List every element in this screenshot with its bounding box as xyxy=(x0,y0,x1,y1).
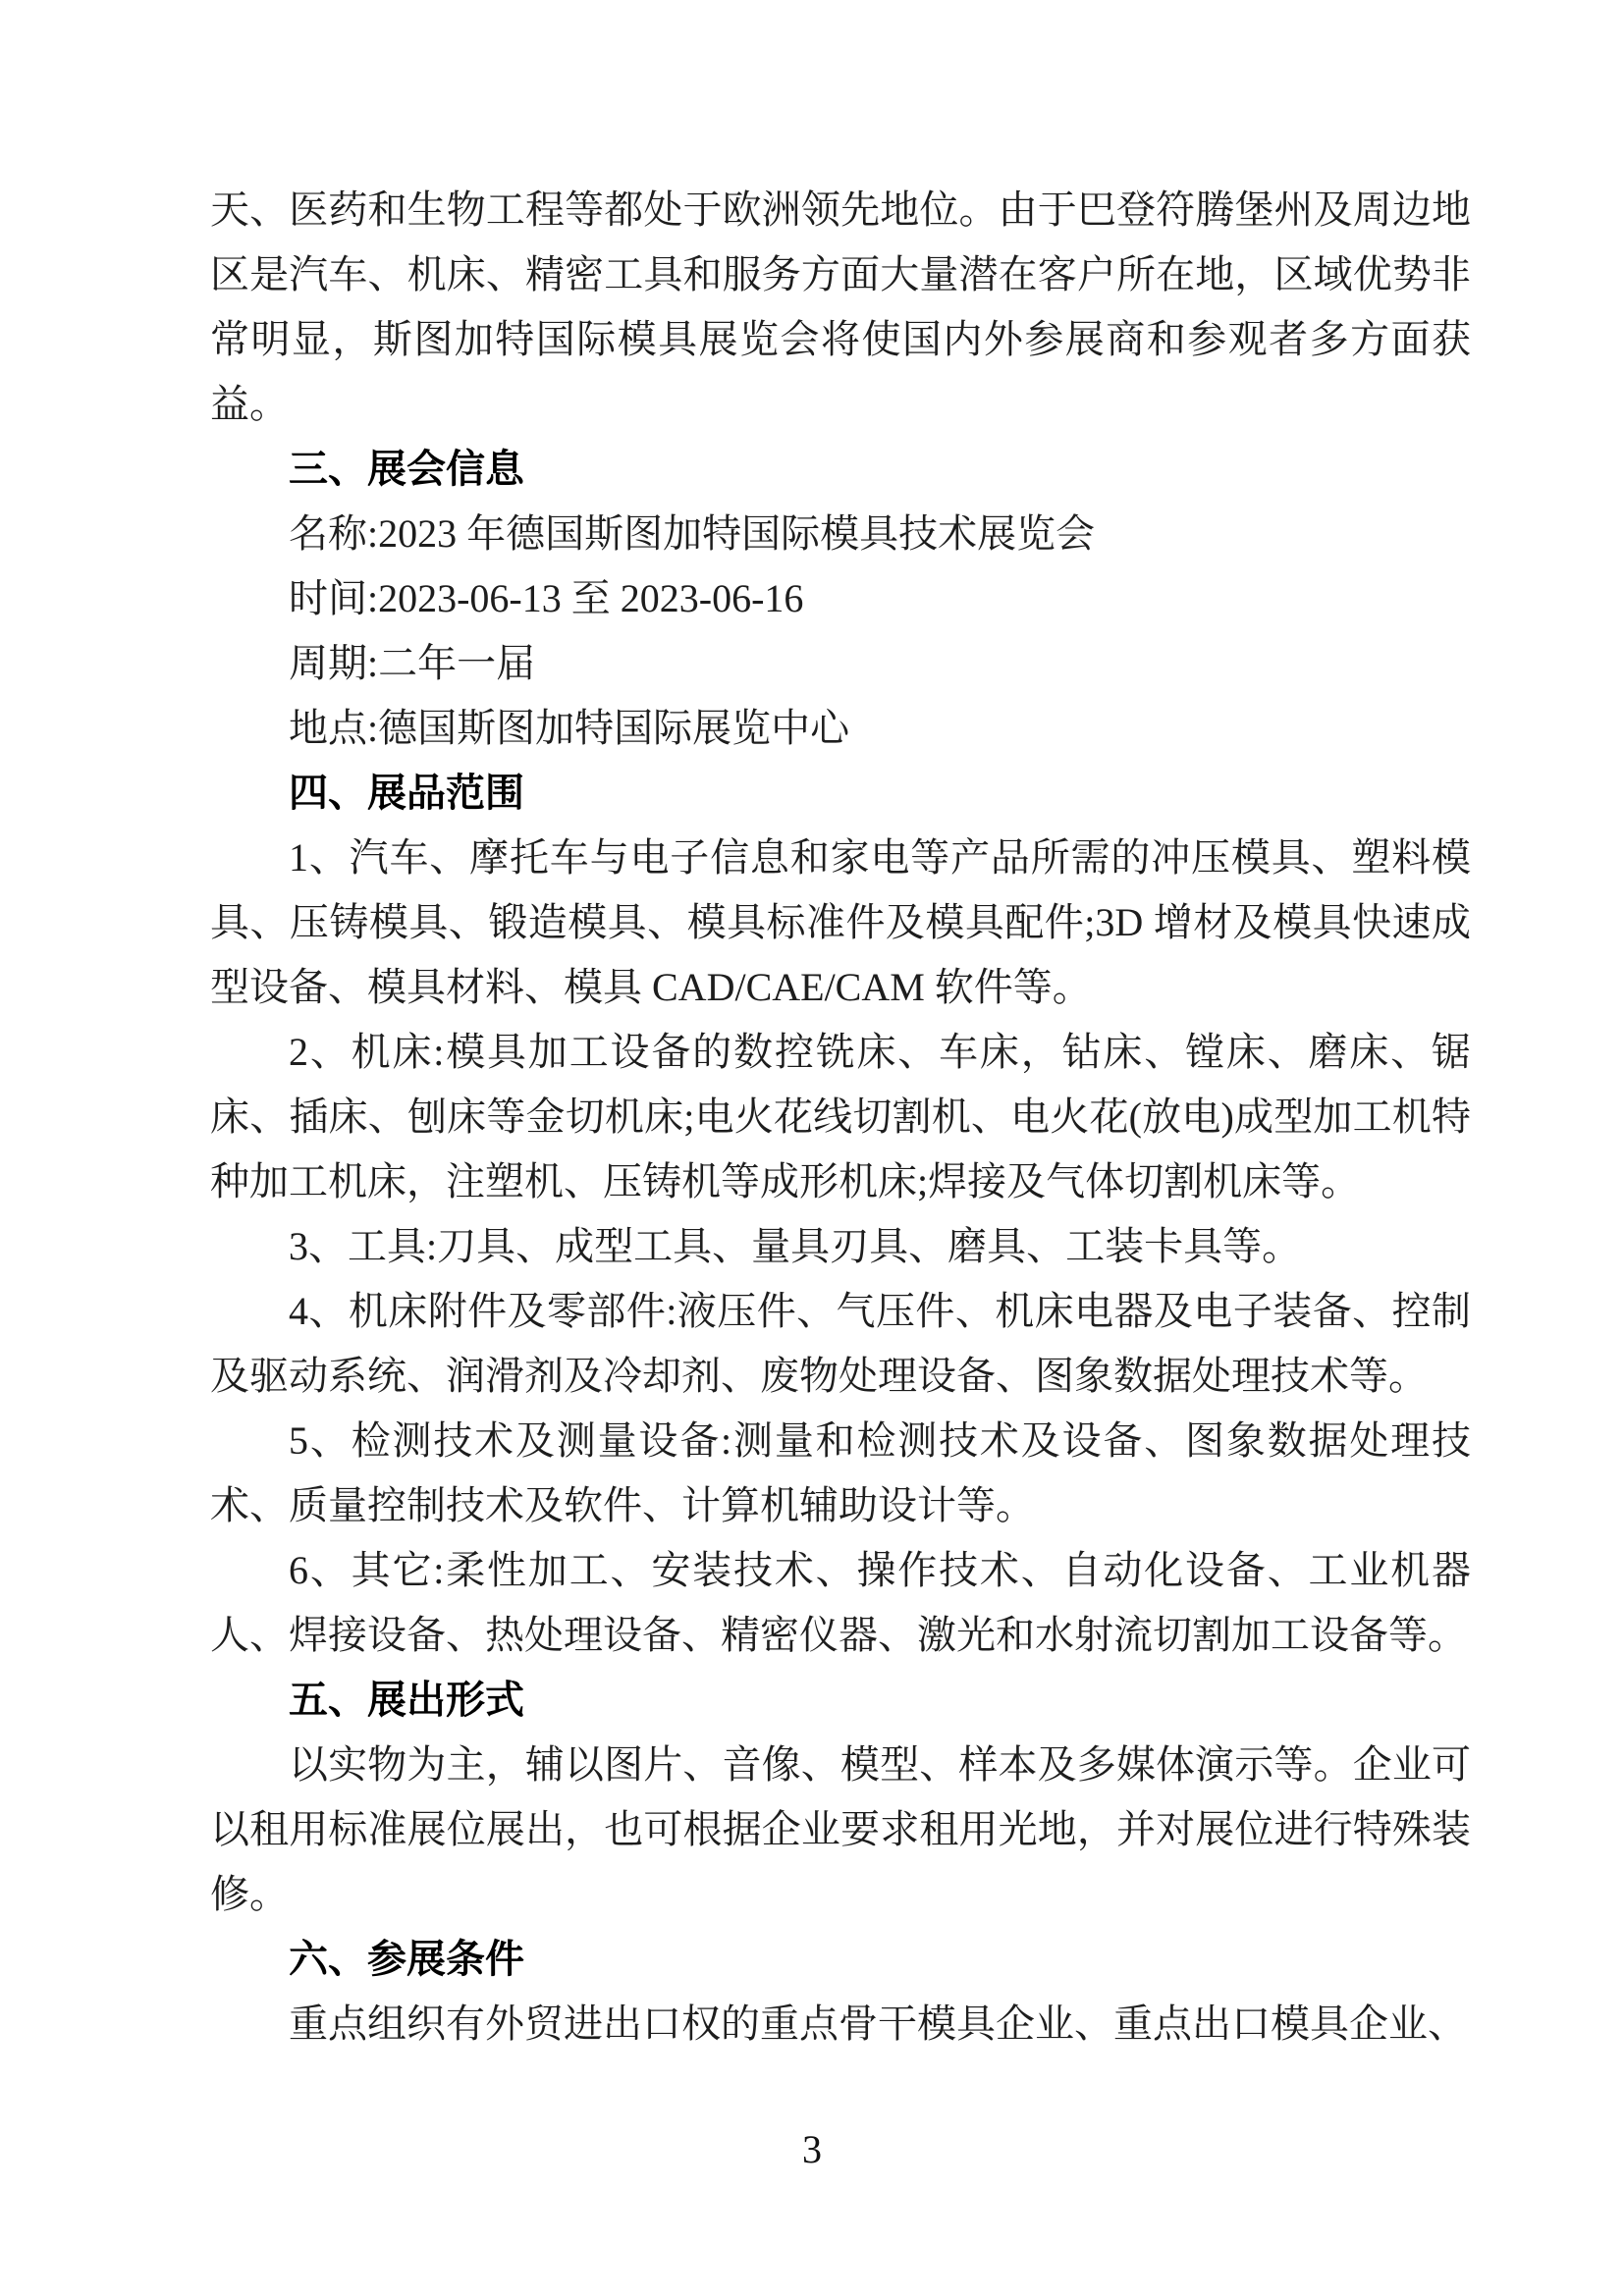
paragraph: 时间:2023-06-13 至 2023-06-16 xyxy=(289,576,804,620)
paragraph: 天、医药和生物工程等都处于欧洲领先地位。由于巴登符腾堡州及周边地区是汽车、机床、精密工具和服务方面大量潜在客户所在地，区域优势非常明显，斯图加特国际模具展览会将使国内外参展商和参观者多方面获益。 xyxy=(210,187,1471,426)
paragraph: 名称:2023 年德国斯图加特国际模具技术展览会 xyxy=(289,511,1096,556)
paragraph: 重点组织有外贸进出口权的重点骨干模具企业、重点出口模具企业、 xyxy=(289,2002,1467,2046)
paragraph: 2、机床:模具加工设备的数控铣床、车床，钻床、镗床、磨床、锯床、插床、刨床等金切机床;电火花线切割机、电火花(放电)成型加工机特种加工机床，注塑机、压铸机等成形机床;焊接及气体切割机床等。 xyxy=(210,1030,1471,1203)
paragraph: 地点:德国斯图加特国际展览中心 xyxy=(289,706,850,750)
paragraph: 4、机床附件及零部件:液压件、气压件、机床电器及电子装备、控制及驱动系统、润滑剂及冷却剂、废物处理设备、图象数据处理技术等。 xyxy=(210,1289,1471,1398)
paragraph: 3、工具:刀具、成型工具、量具刃具、磨具、工装卡具等。 xyxy=(289,1224,1302,1268)
paragraph: 以实物为主，辅以图片、音像、模型、样本及多媒体演示等。企业可以租用标准展位展出，也可根据企业要求租用光地，并对展位进行特殊装修。 xyxy=(210,1742,1471,1916)
section-heading: 五、展出形式 xyxy=(289,1679,524,1722)
paragraph: 1、汽车、摩托车与电子信息和家电等产品所需的冲压模具、塑料模具、压铸模具、锻造模具、模具标准件及模具配件;3D 增材及模具快速成型设备、模具材料、模具 CAD/CAE/CAM 软件等。 xyxy=(210,835,1471,1009)
section-heading: 六、参展条件 xyxy=(289,1938,524,1981)
document-content xyxy=(210,178,1471,2056)
paragraph: 5、检测技术及测量设备:测量和检测技术及设备、图象数据处理技术、质量控制技术及软件、计算机辅助设计等。 xyxy=(210,1418,1471,1527)
paragraph: 周期:二年一届 xyxy=(289,641,536,685)
paragraph: 6、其它:柔性加工、安装技术、操作技术、自动化设备、工业机器人、焊接设备、热处理设备、精密仪器、激光和水射流切割加工设备等。 xyxy=(210,1548,1471,1657)
section-heading: 四、展品范围 xyxy=(289,772,524,815)
section-heading: 三、展会信息 xyxy=(289,448,524,491)
page-number: 3 xyxy=(802,2127,822,2171)
